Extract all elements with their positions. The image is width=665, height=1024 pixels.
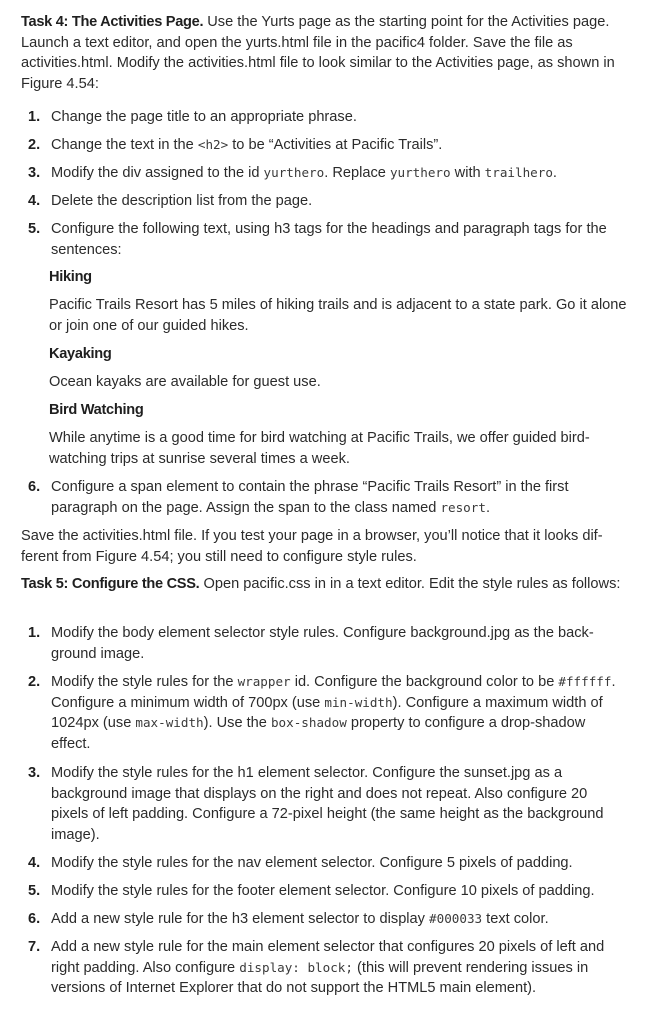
step-number: 7. (28, 939, 41, 955)
inline-code: #000033 (429, 911, 483, 926)
step-text: Configure the following text, using h3 tags for the headings and paragraph tags for the sentences: (51, 221, 607, 258)
kayaking-heading: Kayaking (49, 346, 112, 362)
step-text: Modify the style rules for the nav element selector. Configure 5 pixels of padding. (51, 855, 573, 871)
step-text: Configure a span element to contain the phrase “Pacific Trails Resort” in the first paragraph on the page. Assign the span to the class named resort. (51, 479, 569, 516)
task4-step-3 (28, 163, 627, 184)
task4-intro: Use the Yurts page as the starting point for the Activities page. Launch a text editor, and open the yurts.html file in the pacific4 folder. Save the file as activities.html. Modify the activities.html file to look similar to the Activities page, as shown in Figure 4.54: (21, 14, 615, 92)
inline-code: resort (440, 499, 486, 515)
step-text: Add a new style rule for the main element selector that configures 20 pixels of left and right padding. Also configure display: block; (this will prevent rendering issues in versions of Internet Explorer that do not support the HTML5 main element). (51, 939, 605, 996)
task4-step-6 (28, 477, 627, 518)
step-number: 5. (28, 221, 41, 237)
inline-code: yurthero (263, 165, 325, 180)
kayaking-paragraph: Ocean kayaks are available for guest use. (49, 374, 321, 390)
inline-code: #ffffff (558, 674, 612, 689)
inline-code: yurthero (389, 165, 451, 180)
step-number: 6. (28, 479, 41, 495)
task4-step-2 (28, 135, 627, 156)
task4-title: Task 4: The Activities Page. (21, 14, 204, 30)
step-number: 6. (28, 911, 41, 927)
step-number: 1. (28, 625, 41, 641)
bird-watching-heading: Bird Watching (49, 402, 144, 418)
step-text: Add a new style rule for the h3 element selector to display #000033 text color. (51, 911, 549, 927)
task5-step-6 (28, 909, 627, 930)
task4-paragraph (21, 12, 627, 94)
step-number: 2. (28, 674, 41, 690)
step-number: 3. (28, 765, 41, 781)
step-text: Modify the style rules for the footer element selector. Configure 10 pixels of padding. (51, 883, 595, 899)
step-number: 4. (28, 855, 41, 871)
inline-code: display: block; (239, 959, 353, 975)
step-text: Modify the body element selector style rules. Configure background.jpg as the back-ground image. (51, 625, 594, 662)
task5-title: Task 5: Configure the CSS. (21, 576, 200, 592)
step-number: 5. (28, 883, 41, 899)
hiking-paragraph: Pacific Trails Resort has 5 miles of hiking trails and is adjacent to a state park. Go it alone or join one of our guided hikes. (49, 297, 627, 334)
step-text: Change the text in the <h2> to be “Activities at Pacific Trails”. (51, 137, 443, 153)
task5-step-3 (28, 763, 627, 845)
task5-step-1 (28, 623, 627, 664)
step-text: Change the page title to an appropriate phrase. (51, 109, 357, 125)
inline-code: max-width (135, 715, 204, 730)
task5-step-7 (28, 937, 627, 999)
step-text: Modify the div assigned to the id yurthero. Replace yurthero with trailhero. (51, 165, 557, 181)
task4-step-1 (28, 107, 627, 128)
step-text: Modify the style rules for the h1 element selector. Configure the sunset.jpg as a background image that displays on the right and does not repeat. Also configure 20 pixels of left padding. Configure a 72-pixel height (the same height as the background image). (51, 765, 604, 843)
step-text: Modify the style rules for the wrapper id. Configure the background color to be #ffffff. Configure a minimum width of 700px (use min-width). Configure a maximum width of 1024px (use max-width). Use the box-shadow property to configure a drop-shadow effect. (51, 674, 616, 752)
step-number: 4. (28, 193, 41, 209)
task5-paragraph (21, 574, 627, 595)
step-text: Delete the description list from the page. (51, 193, 313, 209)
inline-code: min-width (324, 694, 393, 710)
task4-step-5 (28, 219, 627, 260)
task5-intro: Open pacific.css in in a text editor. Edit the style rules as follows: (203, 576, 621, 592)
step-number: 2. (28, 137, 41, 153)
step-number: 1. (28, 109, 41, 125)
task4-step-4 (28, 191, 627, 212)
task5-step-4 (28, 853, 627, 874)
hiking-heading: Hiking (49, 269, 92, 285)
inline-code: box-shadow (270, 715, 347, 730)
inline-code: trailhero (484, 165, 553, 180)
inline-code: <h2> (197, 137, 229, 152)
step-number: 3. (28, 165, 41, 181)
inline-code: wrapper (237, 674, 291, 689)
task5-step-5 (28, 881, 627, 902)
bird-watching-paragraph: While anytime is a good time for bird watching at Pacific Trails, we offer guided bird-watching trips at sunrise several times a week. (49, 430, 590, 467)
save-note: Save the activities.html file. If you test your page in a browser, you’ll notice that it looks dif-ferent from Figure 4.54; you still need to configure style rules. (21, 528, 603, 565)
task5-step-2 (28, 672, 627, 754)
